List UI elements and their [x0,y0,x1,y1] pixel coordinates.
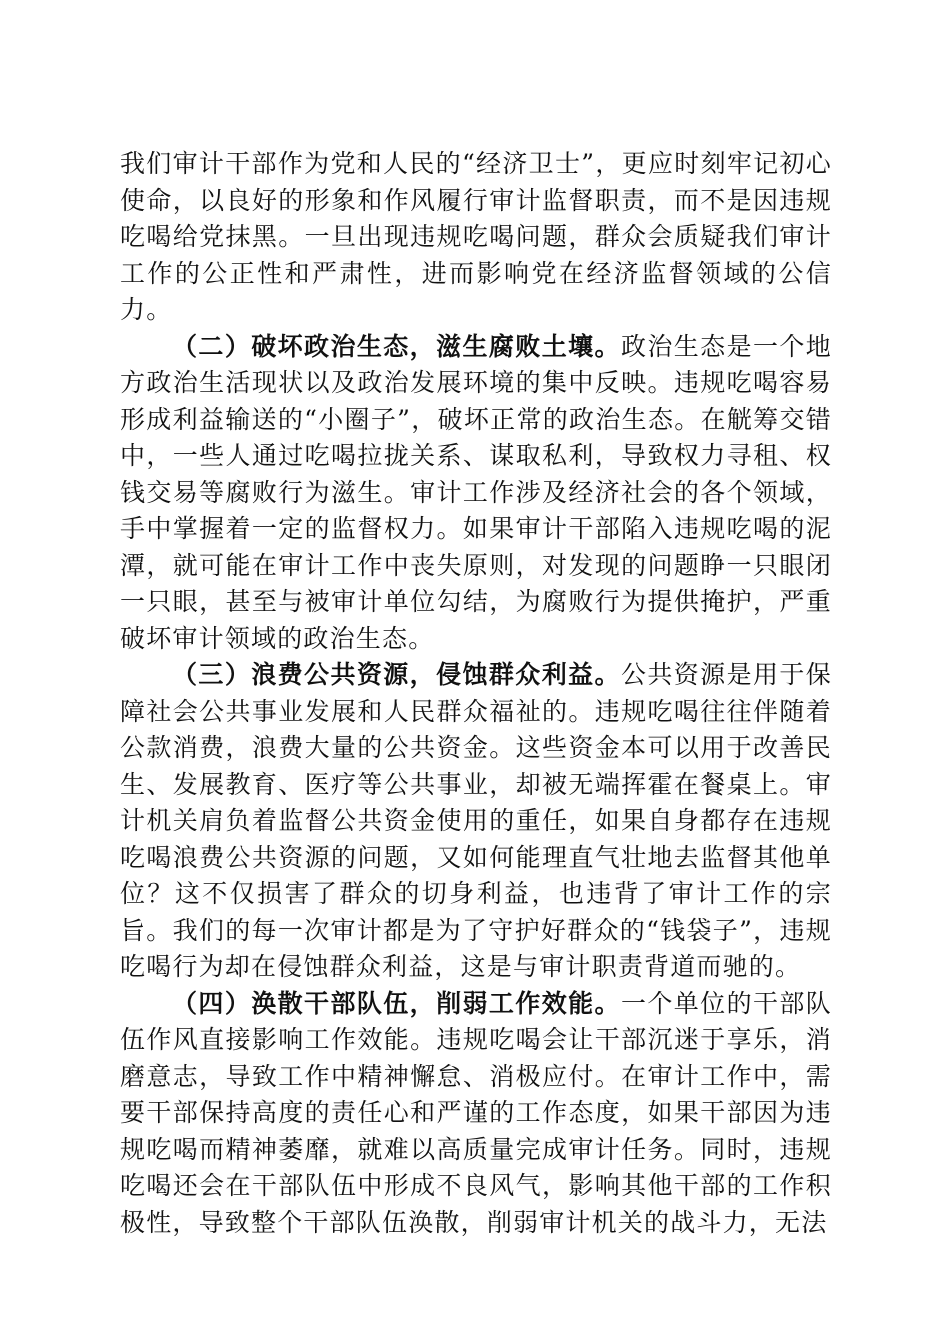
document-page [120,146,832,1241]
section-2-text: 政治生态是一个地方政治生活现状以及政治发展环境的集中反映。违规吃喝容易形成利益输送的“小圈子”，破坏正常的政治生态。在觥筹交错中，一些人通过吃喝拉拢关系、谋取私利，导致权力寻租、权钱交易等腐败行为滋生。审计工作涉及经济社会的各个领域，手中掌握着一定的监督权力。如果审计干部陷入违规吃喝的泥潭，就可能在审计工作中丧失原则，对发现的问题睁一只眼闭一只眼，甚至与被审计单位勾结，为腐败行为提供掩护，严重破坏审计领域的政治生态。 [120,331,832,653]
paragraph-section-3 [120,657,832,986]
paragraph-text: 我们审计干部作为党和人民的“经济卫士”，更应时刻牢记初心使命，以良好的形象和作风履行审计监督职责，而不是因违规吃喝给党抹黑。一旦出现违规吃喝问题，群众会质疑我们审计工作的公正性和严肃性，进而影响党在经济监督领域的公信力。 [120,149,832,324]
paragraph-section-2 [120,329,832,658]
section-3-heading: （三）浪费公共资源，侵蚀群众利益。 [172,660,621,689]
section-4-heading: （四）涣散干部队伍，削弱工作效能。 [172,988,621,1018]
section-2-heading: （二）破坏政治生态，滋生腐败土壤。 [172,331,621,361]
section-4-text: 一个单位的干部队伍作风直接影响工作效能。违规吃喝会让干部沉迷于享乐，消磨意志，导致工作中精神懈怠、消极应付。在审计工作中，需要干部保持高度的责任心和严谨的工作态度，如果干部因为违规吃喝而精神萎靡，就难以高质量完成审计任务。同时，违规吃喝还会在干部队伍中形成不良风气，影响其他干部的工作积极性，导致整个干部队伍涣散，削弱审计机关的战斗力，无法 [120,988,832,1237]
paragraph-continuation [120,146,832,329]
section-3-text: 公共资源是用于保障社会公共事业发展和人民群众福祉的。违规吃喝往往伴随着公款消费，浪费大量的公共资金。这些资金本可以用于改善民生、发展教育、医疗等公共事业，却被无端挥霍在餐桌上。审计机关肩负着监督公共资金使用的重任，如果自身都存在违规吃喝浪费公共资源的问题，又如何能理直气壮地去监督其他单位？这不仅损害了群众的切身利益，也违背了审计工作的宗旨。我们的每一次审计都是为了守护好群众的“钱袋子”，违规吃喝行为却在侵蚀群众利益，这是与审计职责背道而驰的。 [120,660,832,981]
paragraph-section-4 [120,986,832,1242]
